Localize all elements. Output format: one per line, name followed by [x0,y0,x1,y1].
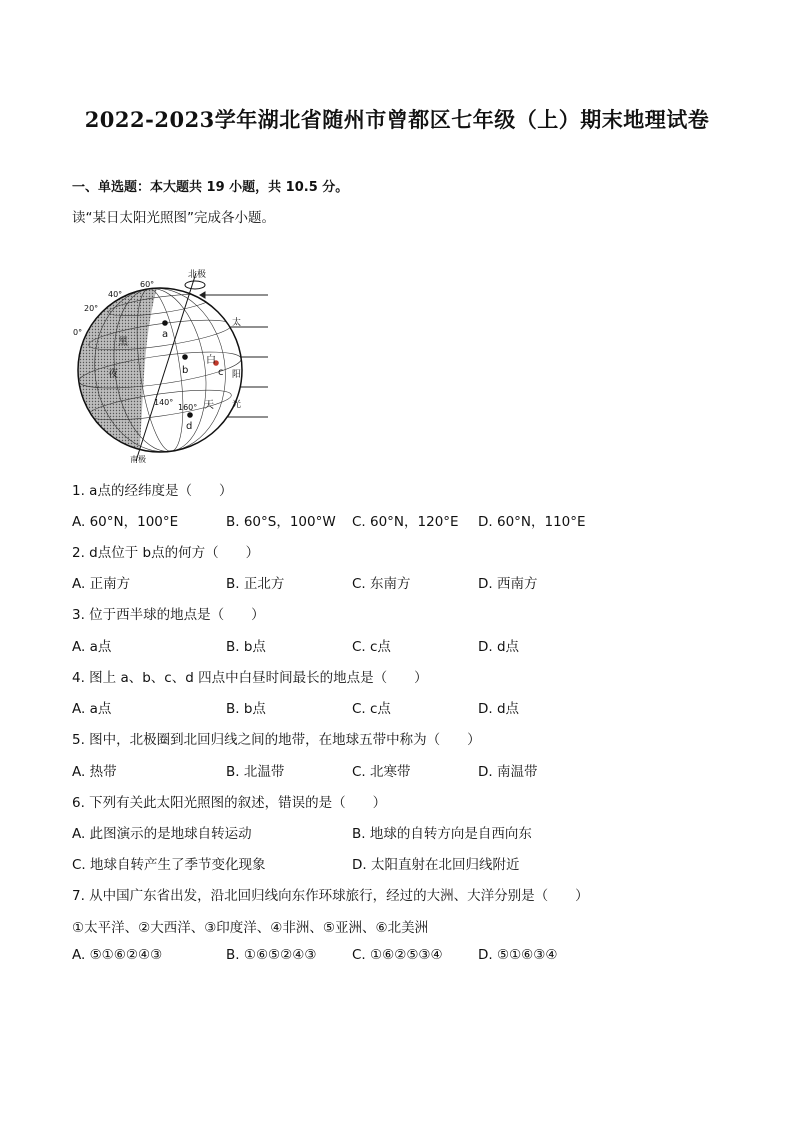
q4-option-b[interactable]: B. b点 [226,701,266,717]
label-b: b [182,365,189,376]
q2-option-d[interactable]: D. 西南方 [478,576,538,592]
q7-option-b[interactable]: B. ①⑥⑤②④③ [226,947,317,963]
q6-option-d[interactable]: D. 太阳直射在北回归线附近 [352,857,520,873]
q1-option-c[interactable]: C. 60°N，120°E [352,514,459,530]
q3-option-c[interactable]: C. c点 [352,639,391,655]
label-lon140: 140° [154,398,174,407]
label-night2: 夜 [108,369,118,380]
label-south-pole: 南极 [130,455,146,464]
label-d: d [186,421,193,432]
q2-option-c[interactable]: C. 东南方 [352,576,411,592]
q6-option-b[interactable]: B. 地球的自转方向是自西向东 [352,826,532,842]
label-lon160: 160° [178,403,198,412]
question-7-sub: ①太平洋、②大西洋、③印度洋、④非洲、⑤亚洲、⑥北美洲 [72,920,429,936]
label-day2: 天 [204,400,214,411]
q6-option-c[interactable]: C. 地球自转产生了季节变化现象 [72,857,266,873]
label-lat0: 0° [73,328,83,337]
q1-option-b[interactable]: B. 60°S，100°W [226,514,336,530]
question-3: 3. 位于西半球的地点是（ ） [72,607,265,623]
point-b-marker [182,354,188,360]
q5-option-b[interactable]: B. 北温带 [226,764,285,780]
label-lat60: 60° [140,280,155,289]
q1-option-d[interactable]: D. 60°N，110°E [478,514,586,530]
intro-text: 读“某日太阳光照图”完成各小题。 [72,210,275,226]
q3-option-d[interactable]: D. d点 [478,639,520,655]
q3-option-a[interactable]: A. a点 [72,639,112,655]
q7-option-d[interactable]: D. ⑤①⑥③④ [478,947,558,963]
q5-option-c[interactable]: C. 北寒带 [352,764,411,780]
label-sun2: 阳 [232,370,242,380]
q4-option-d[interactable]: D. d点 [478,701,520,717]
label-north-pole: 北极 [188,270,207,280]
q7-option-c[interactable]: C. ①⑥②⑤③④ [352,947,443,963]
section-heading: 一、单选题：本大题共 19 小题，共 10.5 分。 [72,180,349,195]
label-a: a [162,329,169,340]
q4-option-c[interactable]: C. c点 [352,701,391,717]
question-1: 1. a点的经纬度是（ ） [72,483,233,499]
point-d-marker [187,412,193,418]
q4-option-a[interactable]: A. a点 [72,701,112,717]
label-c: c [218,367,224,378]
label-lat20: 20° [84,304,99,313]
label-sun1: 太 [232,318,242,328]
page-title: 2022-2023学年湖北省随州市曾都区七年级（上）期末地理试卷 [84,107,710,132]
q2-option-b[interactable]: B. 正北方 [226,576,285,592]
question-4: 4. 图上 a、b、c、d 四点中白昼时间最长的地点是（ ） [72,670,428,686]
q1-option-a[interactable]: A. 60°N，100°E [72,514,179,530]
label-day: 白 [206,355,216,366]
q5-option-d[interactable]: D. 南温带 [478,764,538,780]
q5-option-a[interactable]: A. 热带 [72,764,117,780]
label-sun3: 光 [232,400,242,410]
question-2: 2. d点位于 b点的何方（ ） [72,545,260,561]
q3-option-b[interactable]: B. b点 [226,639,266,655]
question-6: 6. 下列有关此太阳光照图的叙述，错误的是（ ） [72,795,387,811]
point-a-marker [162,320,168,326]
question-5: 5. 图中，北极圈到北回归线之间的地带，在地球五带中称为（ ） [72,732,481,748]
question-7: 7. 从中国广东省出发，沿北回归线向东作环球旅行，经过的大洲、大洋分别是（ ） [72,888,589,904]
q7-option-a[interactable]: A. ⑤①⑥②④③ [72,947,163,963]
q6-option-a[interactable]: A. 此图演示的是地球自转运动 [72,826,252,842]
label-lat40: 40° [108,290,123,299]
q2-option-a[interactable]: A. 正南方 [72,576,131,592]
label-night: 黑 [118,337,128,348]
sunlight-diagram [70,265,270,465]
